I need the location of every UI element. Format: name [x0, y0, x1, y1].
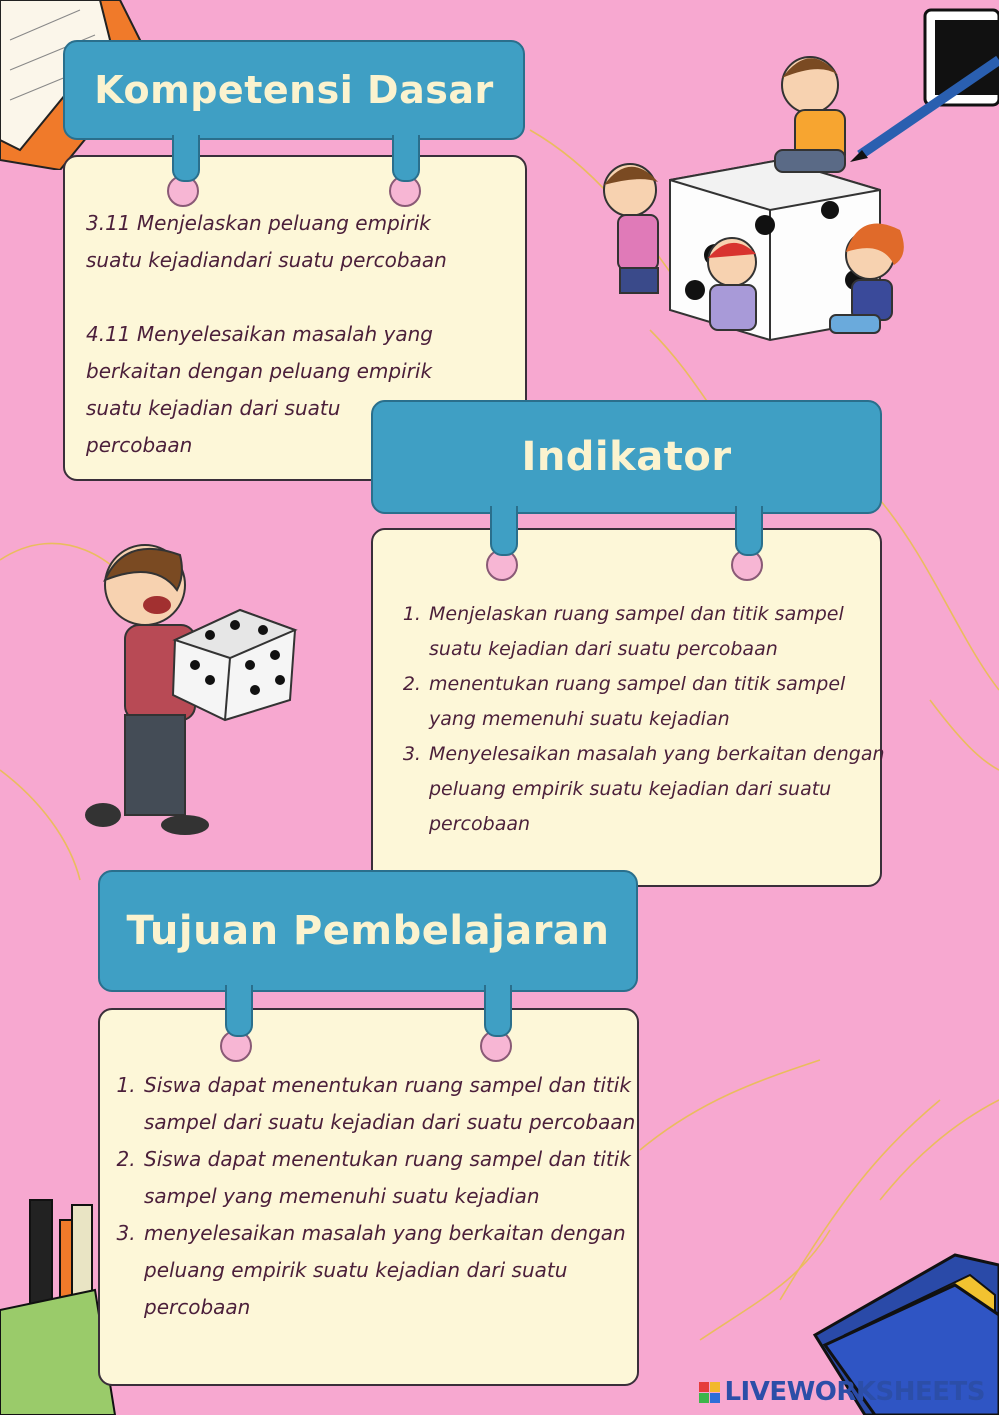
kompetensi-title: Kompetensi Dasar — [94, 68, 494, 112]
kompetensi-header — [63, 40, 525, 140]
indikator-tab-right — [735, 506, 763, 556]
indikator-item-3: 3. Menyelesaikan masalah yang berkaitan dengan peluang empirik suatu kejadian dari suatu percobaan — [427, 737, 887, 842]
tujuan-item-1: 1. Siswa dapat menentukan ruang sampel dan titik sampel dari suatu kejadian dari suatu percobaan — [142, 1067, 647, 1141]
kompetensi-tab-right — [392, 135, 420, 182]
kd1-line2: suatu kejadiandari suatu percobaan — [86, 248, 447, 272]
tujuan-tab-left — [225, 985, 253, 1037]
tujuan-item-2: 2. Siswa dapat menentukan ruang sampel dan titik sampel yang memenuhi suatu kejadian — [142, 1141, 647, 1215]
kd2-line2: berkaitan dengan peluang empirik — [86, 359, 433, 383]
tujuan-tab-right — [484, 985, 512, 1037]
boy-dice-art — [85, 530, 300, 835]
tujuan-list — [120, 1067, 647, 1326]
kompetensi-tab-left — [172, 135, 200, 182]
indikator-item-2: 2. menentukan ruang sampel dan titik sampel yang memenuhi suatu kejadian — [427, 667, 887, 737]
liveworksheets-text: LIVEWORKSHEETS — [724, 1377, 985, 1407]
tujuan-item-3: 3. menyelesaikan masalah yang berkaitan dengan peluang empirik suatu kejadian dari suatu percobaan — [142, 1215, 647, 1326]
kd2-line4: percobaan — [86, 433, 193, 457]
kd2-line3: suatu kejadian dari suatu — [86, 396, 341, 420]
indikator-tab-left — [490, 506, 518, 556]
indikator-list — [405, 597, 887, 842]
liveworksheets-logo — [699, 1377, 985, 1407]
tujuan-header — [98, 870, 638, 992]
kd1-line1: 3.11 Menjelaskan peluang empirik — [86, 211, 431, 235]
kids-dice-art — [600, 30, 930, 370]
tujuan-title: Tujuan Pembelajaran — [126, 908, 610, 954]
kd2-line1: 4.11 Menyelesaikan masalah yang — [86, 322, 433, 346]
indikator-title: Indikator — [521, 434, 732, 480]
liveworksheets-logo-icon — [699, 1382, 720, 1403]
indikator-item-1: 1. Menjelaskan ruang sampel dan titik sampel suatu kejadian dari suatu percobaan — [427, 597, 887, 667]
indikator-header — [371, 400, 882, 514]
